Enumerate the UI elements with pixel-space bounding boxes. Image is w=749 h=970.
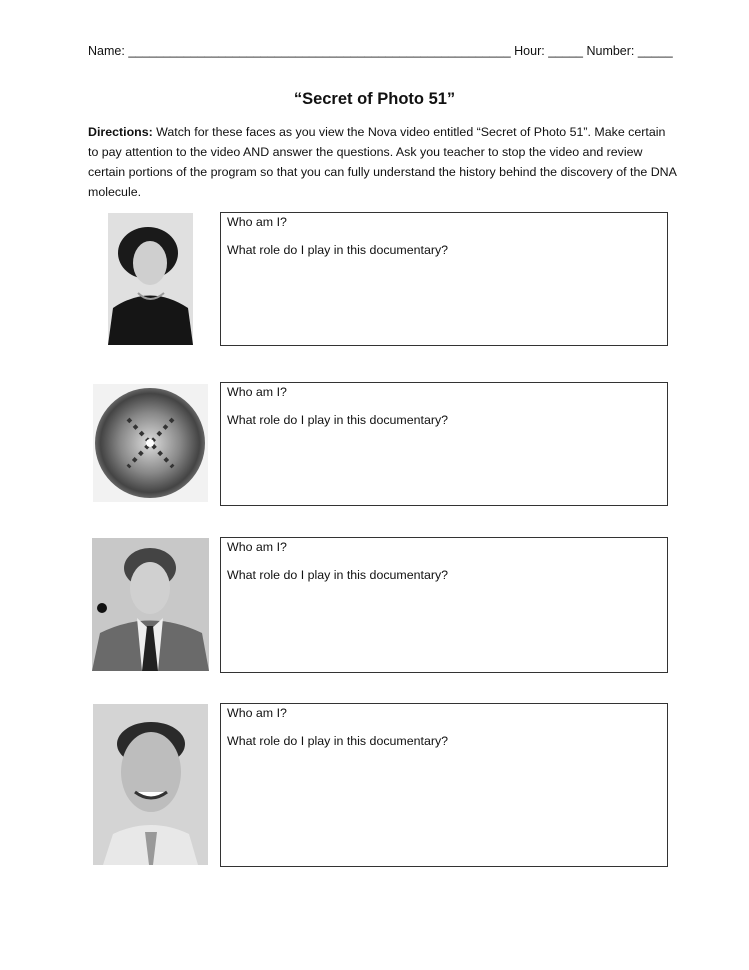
role-question: What role do I play in this documentary? [227, 734, 449, 748]
x-ray-diffraction-photo [93, 384, 208, 502]
answer-box[interactable] [220, 703, 668, 867]
who-am-i-question: Who am I? [227, 215, 287, 229]
name-blank[interactable]: _______________________________________________________ [128, 44, 511, 58]
who-am-i-question: Who am I? [227, 385, 287, 399]
answer-box[interactable] [220, 212, 668, 346]
directions-label: Directions: [88, 125, 153, 139]
number-label: Number: [586, 44, 635, 58]
answer-box[interactable] [220, 537, 668, 673]
role-question: What role do I play in this documentary? [227, 243, 449, 257]
role-question: What role do I play in this documentary? [227, 413, 449, 427]
directions [88, 122, 678, 202]
man-portrait-tie-photo [92, 538, 209, 671]
directions-text: Watch for these faces as you view the Nova video entitled “Secret of Photo 51”. Make certain to pay attention to the video AND answer the questions. Ask you teacher to stop the video and review certain portions of the program so that you can fully understand the history behind the discovery of the DNA molecule. [88, 125, 677, 199]
who-am-i-question: Who am I? [227, 706, 287, 720]
page-title: “Secret of Photo 51” [293, 90, 456, 108]
number-blank[interactable]: _____ [637, 44, 673, 58]
woman-portrait-photo [108, 213, 193, 345]
student-info-line [88, 44, 673, 58]
role-question: What role do I play in this documentary? [227, 568, 449, 582]
hour-blank[interactable]: _____ [548, 44, 583, 58]
who-am-i-question: Who am I? [227, 540, 287, 554]
name-label: Name: [88, 44, 125, 58]
hour-label: Hour: [514, 44, 545, 58]
man-portrait-smiling-photo [93, 704, 208, 865]
answer-box[interactable] [220, 382, 668, 506]
